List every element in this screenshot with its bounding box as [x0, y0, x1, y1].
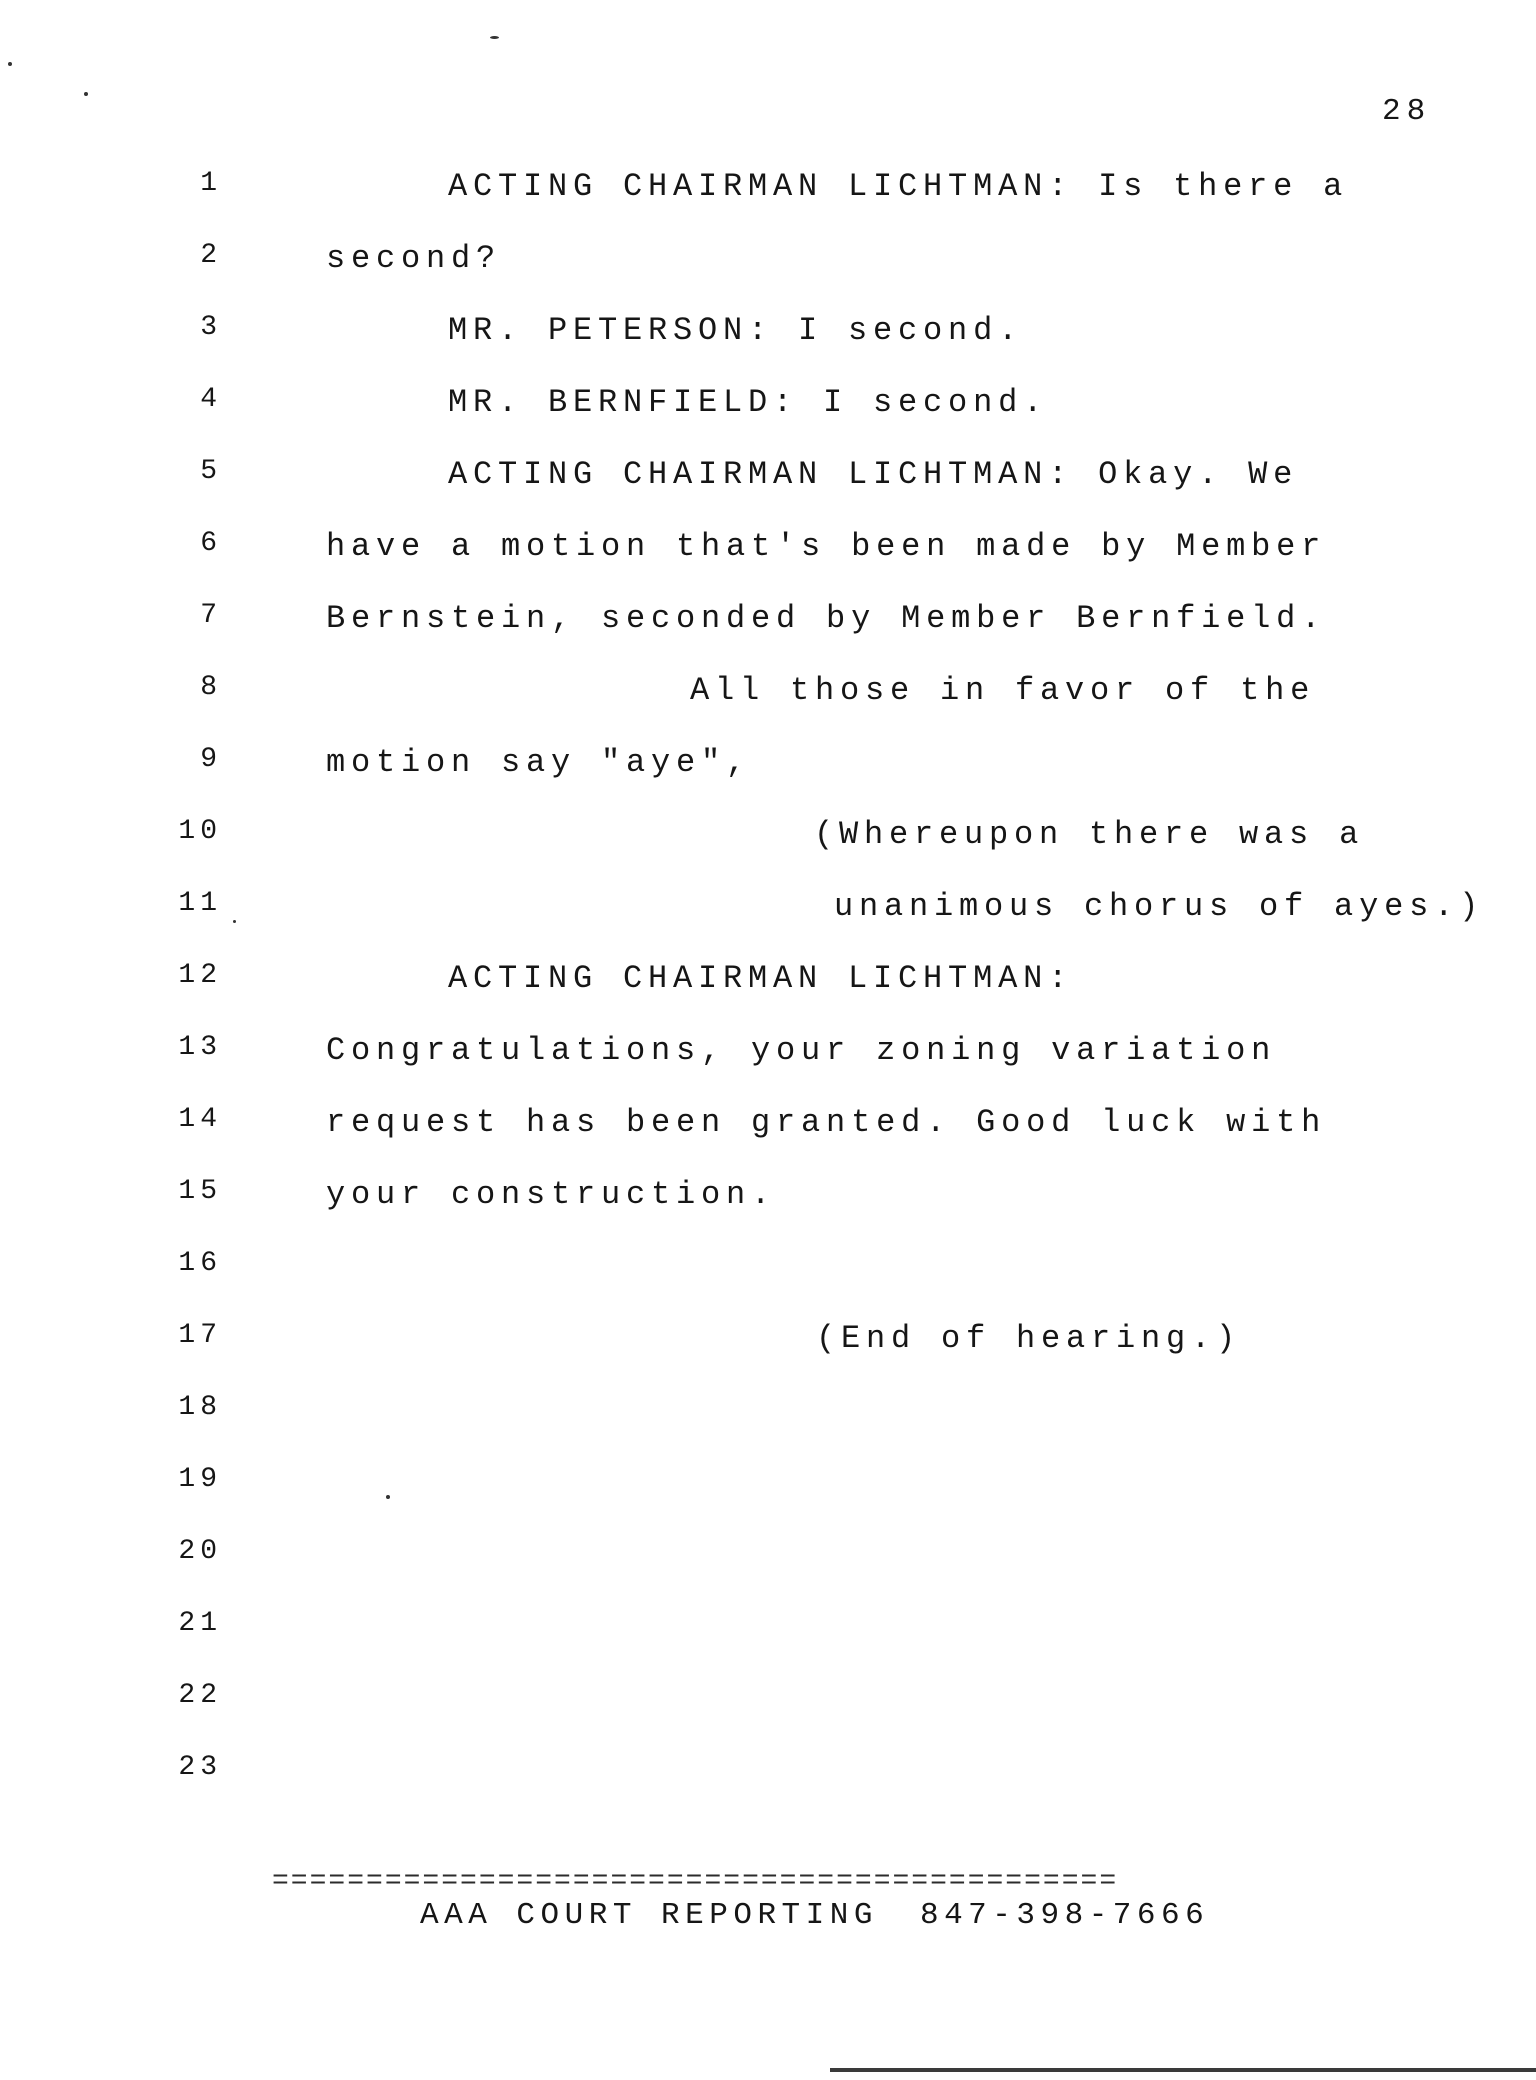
line-text: (End of hearing.)	[816, 1320, 1242, 1357]
scan-speck	[84, 92, 88, 96]
line-text: Bernstein, seconded by Member Bernfield.	[326, 600, 1327, 637]
transcript-line	[0, 1104, 1536, 1154]
line-number: 7	[200, 600, 222, 631]
line-number: 12	[178, 960, 222, 991]
line-text: motion say "aye",	[326, 744, 752, 781]
transcript-line	[0, 168, 1536, 218]
scan-speck	[490, 36, 499, 39]
line-number: 8	[200, 672, 222, 703]
transcript-line	[0, 1464, 1536, 1514]
line-text: MR. BERNFIELD: I second.	[448, 384, 1049, 421]
line-text: have a motion that's been made by Member	[326, 528, 1327, 565]
transcript-line	[0, 888, 1536, 938]
line-number: 16	[178, 1248, 222, 1279]
transcript-line	[0, 1392, 1536, 1442]
line-number: 14	[178, 1104, 222, 1135]
transcript-line	[0, 816, 1536, 866]
line-number: 15	[178, 1176, 222, 1207]
transcript-line	[0, 384, 1536, 434]
transcript-line	[0, 1248, 1536, 1298]
line-number: 22	[178, 1680, 222, 1711]
line-text: (Whereupon there was a	[814, 816, 1365, 853]
line-number: 20	[178, 1536, 222, 1567]
line-number: 4	[200, 384, 222, 415]
footer	[420, 1898, 1209, 1933]
line-number: 17	[178, 1320, 222, 1351]
line-text: All those in favor of the	[690, 672, 1316, 709]
reporter-name: AAA COURT REPORTING	[420, 1898, 878, 1933]
line-number: 1	[200, 168, 222, 199]
transcript-line	[0, 1608, 1536, 1658]
line-number: 23	[178, 1752, 222, 1783]
reporter-phone: 847-398-7666	[919, 1898, 1210, 1933]
line-number: 9	[200, 744, 222, 775]
line-text: unanimous chorus of ayes.)	[834, 888, 1485, 925]
scan-speck	[8, 62, 12, 66]
line-number: 2	[200, 240, 222, 271]
line-text: ACTING CHAIRMAN LICHTMAN: Is there a	[448, 168, 1349, 205]
line-text: second?	[326, 240, 502, 277]
transcript-line	[0, 1752, 1536, 1802]
transcript-line	[0, 456, 1536, 506]
transcript-line	[0, 1680, 1536, 1730]
transcript-line	[0, 960, 1536, 1010]
line-text: ACTING CHAIRMAN LICHTMAN: Okay. We	[448, 456, 1299, 493]
transcript-line	[0, 312, 1536, 362]
line-number: 13	[178, 1032, 222, 1063]
transcript-line	[0, 528, 1536, 578]
transcript-line	[0, 1032, 1536, 1082]
scan-edge-line	[830, 2068, 1536, 2072]
line-number: 19	[178, 1464, 222, 1495]
transcript-line	[0, 744, 1536, 794]
transcript-line	[0, 672, 1536, 722]
line-number: 5	[200, 456, 222, 487]
scan-speck	[233, 920, 236, 923]
line-number: 6	[200, 528, 222, 559]
line-number: 10	[178, 816, 222, 847]
footer-rule: =============================================	[272, 1866, 1119, 1897]
line-text: MR. PETERSON: I second.	[448, 312, 1024, 349]
line-number: 21	[178, 1608, 222, 1639]
page-number: 28	[1382, 94, 1432, 129]
transcript-line	[0, 600, 1536, 650]
line-number: 3	[200, 312, 222, 343]
line-text: your construction.	[326, 1176, 777, 1213]
line-text: Congratulations, your zoning variation	[326, 1032, 1277, 1069]
transcript-line	[0, 1320, 1536, 1370]
line-text: request has been granted. Good luck with	[326, 1104, 1327, 1141]
transcript-line	[0, 240, 1536, 290]
transcript-line	[0, 1176, 1536, 1226]
transcript-line	[0, 1536, 1536, 1586]
line-number: 18	[178, 1392, 222, 1423]
line-number: 11	[178, 888, 222, 919]
line-text: ACTING CHAIRMAN LICHTMAN:	[448, 960, 1074, 997]
scan-speck	[386, 1495, 390, 1499]
